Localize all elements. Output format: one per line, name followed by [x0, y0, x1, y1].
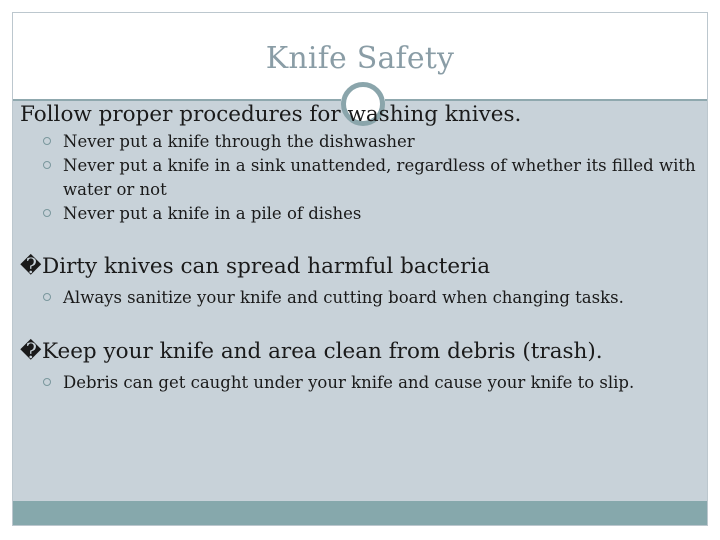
bullet-list — [20, 130, 704, 226]
list-item: Never put a knife in a pile of dishes — [20, 202, 704, 226]
missing-glyph-bullet-icon: � — [20, 254, 42, 278]
bullet-list — [20, 371, 704, 395]
missing-glyph-bullet-icon: � — [20, 339, 42, 363]
slide-content — [20, 100, 704, 395]
circle-bullet-icon — [43, 293, 51, 301]
section-heading — [20, 336, 704, 367]
footer-bar — [13, 501, 707, 525]
circle-bullet-icon — [43, 209, 51, 217]
circle-bullet-icon — [43, 137, 51, 145]
circle-bullet-icon — [43, 161, 51, 169]
section-heading — [20, 251, 704, 282]
list-item: Debris can get caught under your knife and cause your knife to slip. — [20, 371, 704, 395]
list-item: Always sanitize your knife and cutting board when changing tasks. — [20, 286, 704, 310]
section-heading-text: Keep your knife and area clean from debris (trash). — [42, 339, 603, 364]
bullet-list — [20, 286, 704, 310]
section-heading-text: Dirty knives can spread harmful bacteria — [42, 254, 491, 279]
slide-title: Knife Safety — [265, 41, 455, 76]
list-item: Never put a knife through the dishwasher — [20, 130, 704, 154]
section-heading-text: Follow proper procedures for washing knives. — [20, 102, 522, 127]
section-heading — [20, 100, 704, 130]
list-item: Never put a knife in a sink unattended, regardless of whether its filled with water or not — [20, 154, 704, 202]
circle-bullet-icon — [43, 378, 51, 386]
